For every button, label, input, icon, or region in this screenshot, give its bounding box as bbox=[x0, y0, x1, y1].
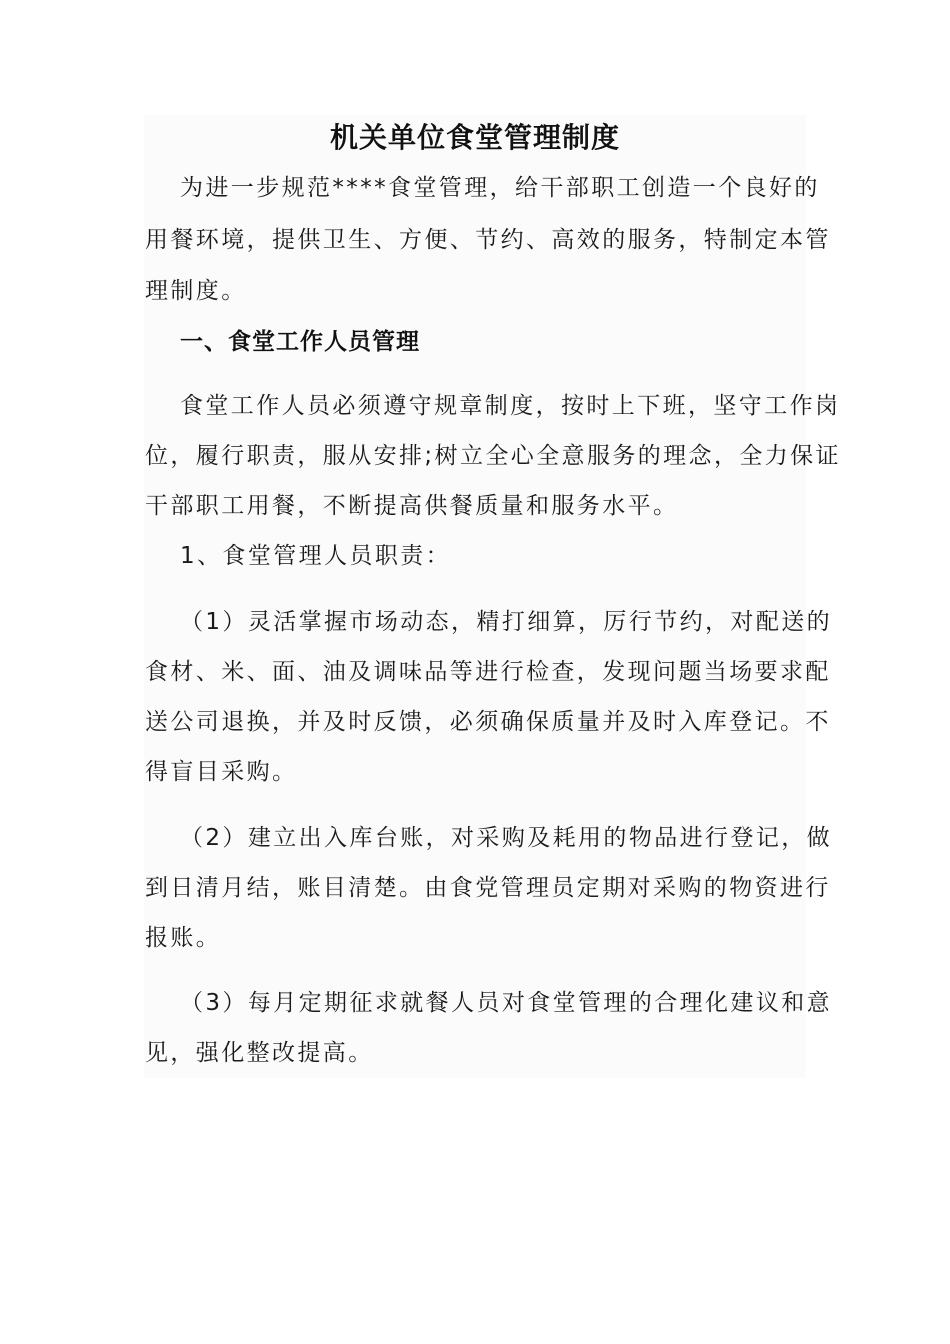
subsection-heading: 1、食堂管理人员职责： bbox=[180, 543, 452, 569]
intro-line: 为进一步规范****食堂管理，给干部职工创造一个良好的 bbox=[180, 175, 820, 201]
content-area bbox=[144, 115, 806, 1078]
section-paragraph-line: 食堂工作人员必须遵守规章制度，按时上下班，坚守工作岗 bbox=[180, 393, 841, 419]
section-paragraph-line: 干部职工用餐，不断提高供餐质量和服务水平。 bbox=[145, 493, 679, 519]
intro-line: 理制度。 bbox=[145, 278, 247, 304]
duty-item-line: 食材、米、面、油及调味品等进行检查，发现问题当场要求配 bbox=[145, 659, 831, 685]
duty-item-line: （1）灵活掌握市场动态，精打细算，厉行节约，对配送的 bbox=[180, 609, 833, 635]
intro-line: 用餐环境，提供卫生、方便、节约、高效的服务，特制定本管 bbox=[145, 227, 831, 253]
duty-item-line: 到日清月结，账目清楚。由食党管理员定期对采购的物资进行 bbox=[145, 875, 831, 901]
duty-item-line: （2）建立出入库台账，对采购及耗用的物品进行登记，做 bbox=[180, 825, 833, 851]
section-paragraph-line: 位，履行职责，服从安排;树立全心全意服务的理念，全力保证 bbox=[145, 443, 841, 469]
duty-item-line: 报账。 bbox=[145, 925, 222, 951]
duty-item-line: （3）每月定期征求就餐人员对食堂管理的合理化建议和意 bbox=[180, 990, 833, 1016]
duty-item-line: 见，强化整改提高。 bbox=[145, 1040, 374, 1066]
section-heading: 一、食堂工作人员管理 bbox=[180, 329, 420, 355]
duty-item-line: 得盲目采购。 bbox=[145, 759, 298, 785]
duty-item-line: 送公司退换，并及时反馈，必须确保质量并及时入库登记。不 bbox=[145, 709, 831, 735]
document-title: 机关单位食堂管理制度 bbox=[329, 121, 620, 154]
